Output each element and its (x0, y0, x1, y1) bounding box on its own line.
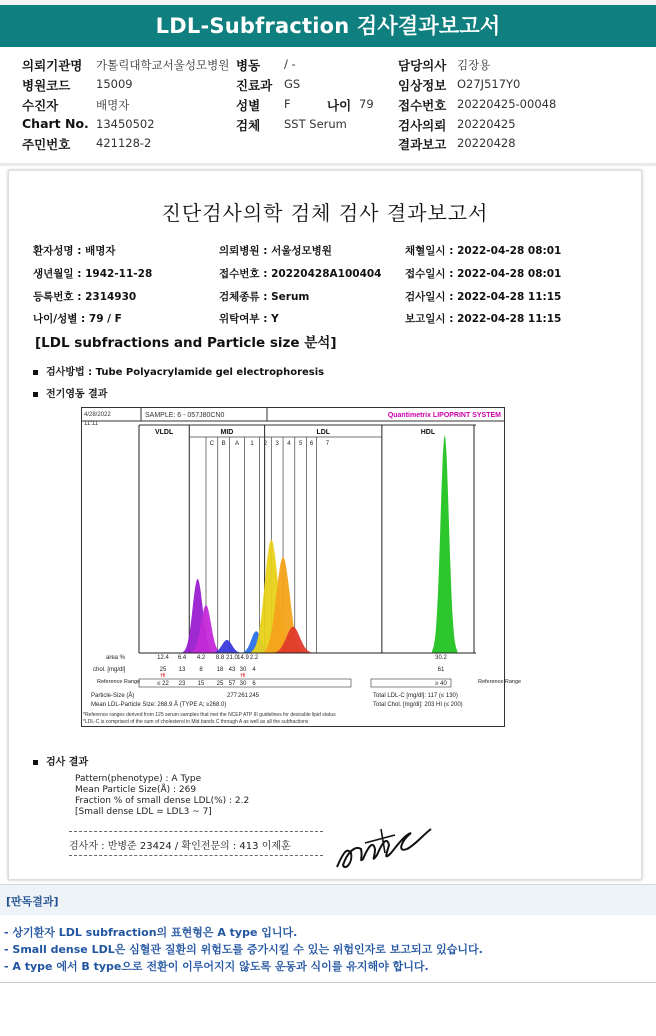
header-value: 배명자 (96, 98, 130, 112)
header-value: 421128-2 (96, 136, 152, 150)
header-value: 20220428 (457, 136, 516, 150)
particle-size-label: Particle-Size (Å) (91, 693, 135, 699)
area-value: 8.8 (215, 655, 225, 661)
band-label: 4 (287, 441, 291, 447)
band-label: B (221, 441, 226, 447)
region-label: VLDL (154, 429, 174, 436)
judgement-line: - Small dense LDL은 심혈관 질환의 위험도를 증가시킬 수 있는 위험인자로 보고되고 있습니다. (4, 943, 483, 956)
area-value: 6.4 (177, 655, 187, 661)
judgement-header (0, 884, 656, 915)
header-label: Chart No. (22, 116, 89, 131)
band-label: 1 (250, 441, 254, 447)
area-value: 12.4 (157, 655, 169, 661)
total-ldl: Total LDL-C [mg/dl]: 117 (≤ 130) (373, 693, 458, 699)
bullet-icon (33, 392, 38, 397)
ref-value: 6 (252, 681, 256, 687)
band-label: 7 (325, 441, 330, 447)
report-title: LDL-Subfraction 검사결과보고서 (0, 5, 656, 47)
header-value: 김장용 (457, 58, 491, 72)
area-value: 4.2 (196, 655, 206, 661)
lab-report-title: 진단검사의학 검체 검사 결과보고서 (161, 201, 489, 225)
header-value: F (284, 97, 291, 111)
result-label: 검사 결과 (33, 753, 88, 768)
report-info: 접수일시 : 2022-04-28 08:01 (405, 268, 562, 280)
chart-sample: SAMPLE: 6 - 057J80CN0 (145, 412, 225, 419)
row-label: Reference Range (97, 679, 141, 685)
chart-time: 11:11 (84, 421, 99, 427)
electrophoresis-chart (81, 407, 522, 727)
header-label: 진료과 (236, 78, 273, 93)
band-label: C (209, 441, 215, 447)
examiner-line: 검사자 : 반병준 23424 / 확인전문의 : 413 이제훈 (69, 841, 291, 852)
chart-date: 4/28/2022 (84, 412, 111, 418)
judgement-title: [판독결과] (6, 895, 59, 908)
band-label: A (234, 441, 239, 447)
report-info: 채혈일시 : 2022-04-28 08:01 (405, 245, 562, 257)
area-value: 14.9 (237, 655, 249, 661)
particle-size-value: 261 (237, 693, 249, 699)
header-value: GS (284, 77, 301, 91)
area-value: 21.0 (226, 655, 238, 661)
row-label: chol. [mg/dl] (93, 667, 126, 673)
band-label: 3 (275, 441, 279, 447)
mean-size-label: Mean LDL-Particle Size: 268.9 Å (TYPE A; ≥268.0) (91, 702, 227, 708)
header-label: 접수번호 (398, 98, 447, 113)
divider (0, 163, 656, 166)
electro-label: 전기영동 결과 (33, 385, 107, 400)
header-value: 13450502 (96, 117, 155, 131)
row-label: Reference Range (478, 679, 522, 685)
header-label: 나이 (327, 98, 352, 113)
header-label: 검사의뢰 (398, 118, 447, 133)
header-value: 15009 (96, 77, 133, 91)
report-info: 의뢰병원 : 서울성모병원 (219, 245, 332, 257)
result-line: Fraction % of small dense LDL(%) : 2.2 (75, 796, 250, 806)
method-line: 검사방법 : Tube Polyacrylamide gel electrophoresis (33, 363, 324, 378)
bullet-icon (33, 760, 38, 765)
report-info: 나이/성별 : 79 / F (33, 313, 122, 325)
particle-size-value: 277 (226, 693, 238, 699)
report-info: 검사일시 : 2022-04-28 11:15 (405, 291, 562, 303)
row-label: area % (106, 655, 126, 661)
report-info: 생년월일 : 1942-11-28 (33, 268, 153, 280)
region-label: MID (220, 429, 234, 436)
divider (69, 831, 323, 832)
ref-value: 57 (228, 681, 236, 687)
band-label: 2 (263, 441, 268, 447)
chol-value: 43 (228, 667, 236, 673)
chol-flag: HI (240, 673, 246, 679)
bullet-icon (33, 370, 38, 375)
result-line: Mean Particle Size(Å) : 269 (75, 785, 197, 795)
report-info: 환자성명 : 배명자 (33, 245, 116, 257)
chol-value: 18 (216, 667, 224, 673)
header-value: SST Serum (284, 117, 347, 131)
header-label: 담당의사 (398, 58, 447, 73)
ref-value: 23 (178, 681, 186, 687)
band-label: 5 (298, 441, 303, 447)
result-line: [Small dense LDL = LDL3 ~ 7] (75, 807, 212, 817)
header-value: 20220425-00048 (457, 97, 557, 111)
judgement-line: - 상기환자 LDL subfraction의 표현형은 A type 입니다. (4, 926, 298, 939)
chol-value: 8 (199, 667, 203, 673)
report-info: 등록번호 : 2314930 (33, 291, 137, 303)
lab-report-page (8, 170, 642, 880)
section-title: [LDL subfractions and Particle size 분석] (35, 335, 337, 351)
chol-value: 61 (437, 667, 445, 673)
footnote: *LDL-C is comprised of the sum of cholesterol in Mid bands C through A as well as all the subfractions (83, 719, 309, 725)
signature-image (331, 823, 435, 875)
ref-value: ≥ 40 (435, 681, 447, 687)
header-value: 20220425 (457, 117, 516, 131)
header-label: 성별 (236, 98, 261, 113)
header-label: 의뢰기관명 (22, 58, 83, 73)
ref-value: 25 (216, 681, 224, 687)
band-label: 6 (309, 441, 314, 447)
region-label: HDL (420, 429, 436, 436)
header-label: 병동 (236, 58, 261, 73)
header-label: 수진자 (22, 98, 59, 113)
footnote: *Reference ranges derived from 125 serum samples that met the NCEP ATP III guidelines for desirable lipid status (83, 712, 336, 718)
header-label: 검체 (236, 118, 261, 133)
chol-flag: HI (160, 673, 166, 679)
region-label: LDL (316, 429, 331, 436)
electrophoresis-svg (81, 407, 522, 727)
header-value: O27J517Y0 (457, 77, 521, 91)
header-value: / - (284, 57, 296, 71)
total-chol: Total Chol. [mg/dl]: 203 HI (≤ 200) (373, 702, 463, 708)
result-line: Pattern(phenotype) : A Type (75, 774, 202, 784)
area-value: 30.2 (435, 655, 447, 661)
patient-header (0, 50, 656, 162)
judgement-line: - A type 에서 B type으로 전환이 이루어지지 않도록 운동과 식이를 유지해야 합니다. (4, 960, 429, 973)
area-value: 2.2 (249, 655, 259, 661)
divider (69, 855, 323, 856)
chol-value: 25 (159, 667, 167, 673)
chart-title: Quantimetrix LIPOPRINT SYSTEM (387, 412, 501, 419)
header-label: 주민번호 (22, 137, 71, 152)
ref-value: ≤ 22 (157, 681, 169, 687)
header-label: 임상정보 (398, 78, 447, 93)
ref-value: 30 (239, 681, 247, 687)
chol-value: 4 (252, 667, 256, 673)
report-info: 위탁여부 : Y (219, 313, 279, 325)
chol-value: 30 (239, 667, 247, 673)
report-info: 검체종류 : Serum (219, 291, 310, 303)
particle-size-value: 245 (248, 693, 260, 699)
header-label: 병원코드 (22, 78, 71, 93)
ref-value: 15 (197, 681, 205, 687)
report-info: 보고일시 : 2022-04-28 11:15 (405, 313, 562, 325)
divider (0, 982, 656, 983)
report-info: 접수번호 : 20220428A100404 (219, 268, 382, 280)
header-value: 가톨릭대학교서울성모병원 (96, 58, 230, 72)
header-label: 결과보고 (398, 137, 447, 152)
header-value: 79 (359, 97, 374, 111)
chol-value: 13 (178, 667, 186, 673)
